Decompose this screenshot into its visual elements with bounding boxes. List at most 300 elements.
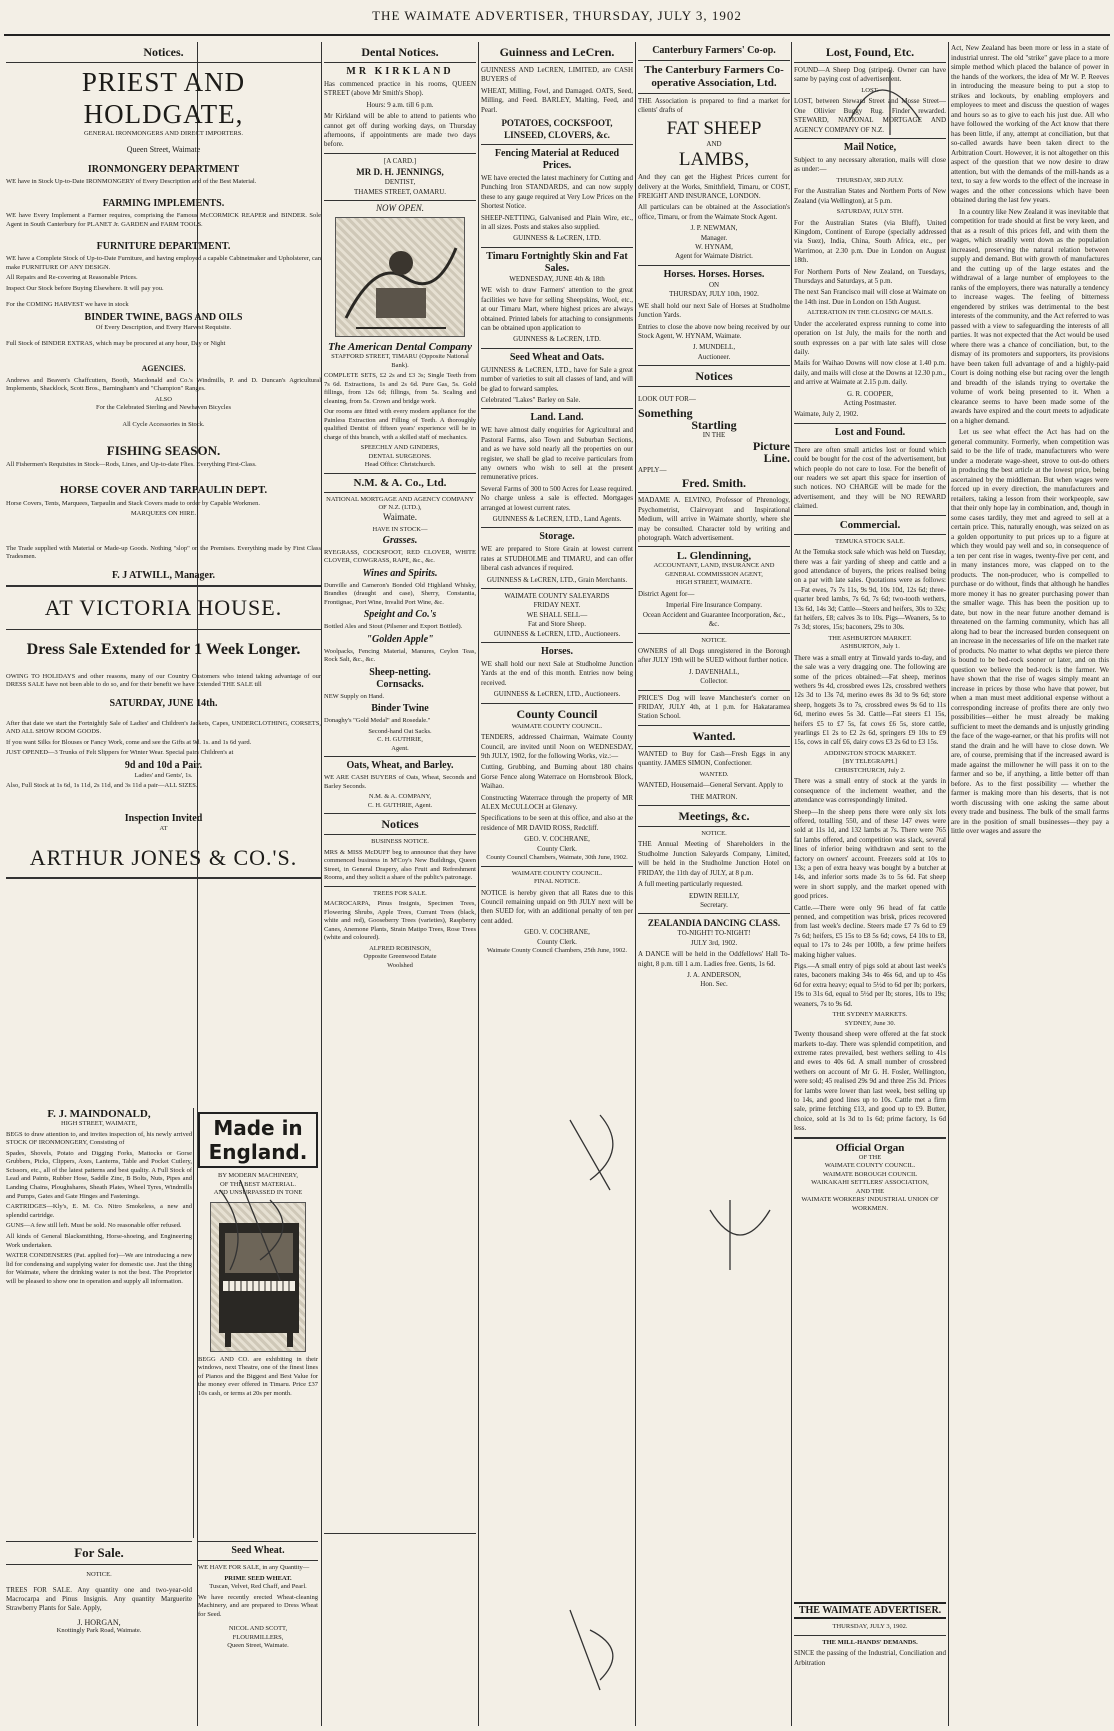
- ad-signature: J. DAVENHALL,: [688, 667, 740, 676]
- editorial-masthead-block: [794, 1598, 946, 1726]
- rule: [6, 1564, 192, 1565]
- ad-text: COMPLETE SETS, £2 2s and £3 3s; Single Teeth from 7s 6d. Extractions, 1s and 2s 6d. Pure Gas, 5s. Gold fillings, from 12s 6d; fillings, from 5s. Scaling and cleaning, from 5s. Crown and bridge work.: [324, 372, 476, 405]
- ad-text: C. H. GUTHRIE, Agent.: [367, 801, 433, 809]
- ad-heading: Storage.: [539, 531, 575, 543]
- ad-text: Cutting, Grubbing, and Burning about 180 chains Gorse Fence along Waterrace on Hornsbrook Block, Waihao.: [481, 763, 633, 791]
- rule: [198, 1560, 318, 1561]
- page-header: THE WAIMATE ADVERTISER, THURSDAY, JULY 3, 1902: [372, 8, 742, 23]
- article-text: At the Temuka stock sale which was held on Tuesday, there was a fair yarding of sheep and cattle and a good attendance of buyers, the prices realised being on a par with late sales. Quotations were as follows:—Fat ewes, 7s 7s 11s, 9s 9d, 10s 10d, 12s 6d; three-quarter bred lambs, 7s 6d, 7s 6d; two-tooth wethers, 13s 6d, 14s 3d; Cattle—Steers and heifers, 30s to 32s; fat heifers, £8; calves 3s to 10s. Pigs—Weaners, 5s to 7s 3d; stores, 15s; baconers, 29s to 30s.: [794, 548, 946, 632]
- ad-text: WEDNESDAY, JUNE 4th & 18th: [509, 274, 605, 283]
- ad-text: Agent.: [391, 744, 409, 752]
- editorial-text: Let us see what effect the Act has had on the general community. Formerly, when competition was said to be the life of trade, manufacturers who were under a moderate wage-sheet, strove to out-do others in producing the best article at the lowest price, being ascertained by the middleman. But when wages were forced up in every direction, the manufacturers and retailers, taking a lesson from their workpeople, saw that their only hope lay in combination, and, though in some cases tardily, they met and agreed to sell at a certain price. This, naturally enough, was seized on as a golden opportunity to put prices up to a figure at which they would pay well and so, in consequence of a ten per cent rise in wages, twenty-five per cent, and in many instances more, was clapped on to the products. The non-producer, who is compelled to purchase or do without, finds that although he handles more money it has no greater purchasing power than the smaller wage. This has been the position up to date, but now in the near future another demand is threatened on the farming community, which has all along had to bear the increased burden consequent on an increase in the necessaries of life on the market rate of products. No matter to what depths we pierce there is bound to be bed-rock sooner or later, and on this question we believe the bed-rock is the farmer. We have shown that the rise of wages simply meant an increase in prices by those who have that power, but when a man must meet additional expense without a corresponding increase of profits there are only two possibilities—either he must already be making sufficient to meet the demands and is unjustly grinding the face of the wage-earner, or that his profits will not stand the drain and he will have to close down. We are, of course, premising that if the increased award is made against the millowner he will pass it on to the farmer and so be, if anything, a little better off than before. As to the first possibility — whether the farmer is making more than his deserts, that is not worth discussing with one asking the same about every trade and business. The bulk of the small farms are in the position of small businesses—they pay a little over wages and assure the: [951, 428, 1109, 835]
- ad-heading: LOST.: [861, 86, 879, 94]
- ad-text: Waimate, July 2, 1902.: [794, 410, 859, 419]
- ad-heading: Grasses.: [382, 534, 418, 546]
- ad-text: BY MODERN MACHINERY,: [218, 1172, 298, 1179]
- ad-text: Secretary.: [700, 900, 728, 909]
- ad-text: Waimate.: [382, 511, 417, 522]
- ad-heading: NOW OPEN.: [376, 203, 424, 214]
- ad-text: ALSO: [155, 395, 172, 403]
- rule: [794, 515, 946, 516]
- rule: [6, 629, 321, 630]
- ad-text: District Agent for—: [638, 589, 695, 598]
- ad-text: Entries to close the above now being received by our Stock Agent, W. HYNAM, Waimate.: [638, 322, 790, 340]
- ad-text: THURSDAY, 3RD JULY.: [836, 176, 904, 184]
- section-heading: Wanted.: [692, 728, 736, 743]
- rule: [6, 585, 321, 587]
- ad-signature: NICOL AND SCOTT,: [228, 1625, 288, 1632]
- ad-text: County Clerk.: [537, 844, 577, 853]
- section-heading: Notices: [695, 369, 733, 384]
- column-4: [638, 42, 790, 1726]
- editorial-date: THURSDAY, JULY 3, 1902.: [832, 1623, 908, 1631]
- section-heading: Dental Notices.: [361, 45, 439, 59]
- rule: [638, 492, 790, 493]
- ad-text: AT: [159, 824, 168, 832]
- editorial-masthead: THE WAIMATE ADVERTISER.: [794, 1602, 946, 1619]
- column-divider: [948, 42, 949, 1726]
- rule: [638, 805, 790, 806]
- ad-text: WE are prepared to Store Grain at lowest current rates at STUDHOLME and TIMARU, and can offer liberal cash advances if required.: [481, 545, 633, 573]
- rule: [794, 62, 946, 63]
- ad-text: Hours: 9 a.m. till 6 p.m.: [366, 100, 434, 109]
- rule: [324, 200, 476, 201]
- section-heading: Guinness and LeCren.: [499, 45, 615, 59]
- ad-signature: SPEECHLY AND GINDERS,: [360, 444, 440, 452]
- section-heading: Seed Wheat.: [231, 1545, 285, 1556]
- ad-text: WE HAVE FOR SALE, in any Quantity—: [198, 1564, 310, 1571]
- ad-text: Full Stock of BINDER EXTRAS, which may be procured at any hour, Day or Night: [6, 340, 226, 348]
- ad-heading: Horses.: [541, 646, 573, 658]
- ad-heading: NOTICE.: [701, 636, 727, 644]
- rule: [481, 62, 633, 63]
- ad-signature: J. A. ANDERSON,: [687, 970, 741, 979]
- ad-text: County Clerk.: [537, 937, 577, 946]
- ad-heading: Sheep-netting.: [369, 666, 431, 678]
- arthur-jones-heading: ARTHUR JONES & CO.'S.: [29, 845, 298, 871]
- ad-text: WE have Every Implement a Farmer requires, comprising the Famous McCORMICK REAPER and BINDER. Sole Agent in South Canterbury for PLANET Jr. GARDEN and FARM TOOLS.: [6, 212, 321, 228]
- ad-text: MADAME A. ELVINO, Professor of Phrenology, Psychometrist, Clairvoyant and Inspirational Medium, will arrive in Waimate shortly, where she may be consulted. Character told by writing and photograph. Watch advertisement.: [638, 496, 790, 542]
- ad-heading: Something: [638, 405, 693, 420]
- firm-name: PRIEST AND HOLDGATE,: [81, 67, 246, 129]
- rule: [638, 386, 790, 387]
- article-text: There was a small entry at Tinwald yards to-day, and the sale was a very dragging one. The following are some of the prices obtained:—Fat sheep, merinos wethers 9s 4d, crossbred ewes 12s, crossbred wethers 12s 3d to 13s 7d, merino ewes 8s 3d to 9s 6d; store sheep, hoggets 3s to 7s, crossbred ewes 9s 6d to 11s 6d, merino ewes 5s 3d. Cattle—Fat steers £1 15s, heifers £5 to £7 5s, fat cows £6 5s, store cattle, yearlings £1 2s to £2 2s 6d, springers £9 10s to £9 15s, cows in calf £6, dairy cows £3 2s 6d to £3 15s.: [794, 653, 946, 747]
- ad-heading: FAT SHEEP: [666, 117, 762, 139]
- article-text: There was a small entry of stock at the yards in consequence of the inclement weather, and the attendance was correspondingly limited.: [794, 777, 946, 805]
- ad-text: All kinds of General Blacksmithing, Horse-shoeing, and Engineering Work undertaken.: [6, 1233, 192, 1249]
- ad-text: All Fishermen's Requisites in Stock—Rods, Lines, and Up-to-date Flies. Everything First-Class.: [6, 461, 257, 469]
- ad-heading: The Canterbury Farmers Co-operative Association, Ltd.: [644, 64, 784, 89]
- firm-subtitle: GENERAL IRONMONGERS AND DIRECT IMPORTERS.: [83, 130, 244, 137]
- ad-text: WANTED, Housemaid—General Servant. Apply to: [638, 781, 784, 790]
- ad-text: SHEEP-NETTING, Galvanised and Plain Wire, etc., in all sizes. Posts and stakes also supplied.: [481, 213, 633, 232]
- rule: [481, 144, 633, 145]
- ad-text: Andrews and Beaven's Chaffcutters, Booth, Macdonald and Co.'s Windmills, P. and D. Duncan's Agricultural Implements, Shacklock, Scott Bros., Barningham's and "Champion" Ranges.: [6, 376, 321, 393]
- ad-text: For the COMING HARVEST we have in stock: [6, 301, 129, 309]
- ad-text: HIGH STREET, WAIMATE,: [61, 1120, 137, 1127]
- ad-text: SATURDAY, JULY 5TH.: [836, 208, 904, 216]
- ad-text: Hon. Sec.: [700, 980, 728, 989]
- ad-text: Collector.: [700, 677, 728, 686]
- ad-heading: FURNITURE DEPARTMENT.: [96, 241, 231, 253]
- column-divider: [193, 1108, 194, 1538]
- article-heading: THE ASHBURTON MARKET.: [828, 634, 912, 642]
- ad-text: OF THE: [858, 1153, 882, 1161]
- rule: [638, 365, 790, 366]
- editorial-text: In a country like New Zealand it was inevitable that competition for trade should at first be very keen, and that as a result of this prices fell, and with them the wages, which steadily went down as the population increased, preserving the natural relation between supply and demand. But with growth of manufactures and the cutting up of the large estates and the withdrawal of a large number of employees to the ranks of the employers, there was naturally a tendency to increase wages. The feeling of bitterness engendered by strikes was detrimental to the best interests of the community, and the Act referred to was passed with a view to safeguarding the interests of all parties. It was not expected that the Act would be used where there was a chance of conciliation, but, to the dismay of its promoters and supporters, its provisions have been taken full advantage of and a highly-paid Court is doing nothing else but racing over the length and breadth of the islands trying to overtake the volume of work being presented to it. When a clearance seems to have been made some of the awards have expired and the court meets to adjudicate on a higher demand.: [951, 207, 1109, 425]
- article-text: [BY TELEGRAPH.]: [842, 758, 898, 766]
- ad-heading: Oats, Wheat, and Barley.: [346, 760, 454, 772]
- ad-text: WATER CONDENSERS (Pat. applied for)—We are introducing a new lid for condensing and supplying water for domestic use. Just the thing for Waimate, where the drinking water is not the best. The Proprietor will be pleased to show one in operation and supply all information.: [6, 1252, 192, 1285]
- ad-text: STAFFORD STREET, TIMARU (Opposite National Bank).: [331, 353, 469, 369]
- ad-heading: Wines and Spirits.: [362, 567, 438, 579]
- ad-text: THAMES STREET, OAMARU.: [353, 187, 447, 196]
- rule: [481, 408, 633, 409]
- ad-text: Has commenced practice in his rooms, QUEEN STREET (above Mr Smith's Shop).: [324, 80, 476, 98]
- editorial-text: Act, New Zealand has been more or less in a state of industrial unrest. The old "strike" gave place to a more simple method which placed the balance of power in the hands of the workers, the idea of Mr W. P. Reeves in introducing the measure being to put a stop to strikes and lockouts, by enabling employers and employees to meet and discuss the question of wages and hours so as to give to each his just due. All who have followed the working of the Act know that there has been little, if any, attempt at conciliation, but that so-called awards have been taken direct to the Arbitration Court. However, it is not altogether on this aspect of the question that we now desire to draw attention, but with the demands of the mill-hands as a text, to say a few words to the effect of the increase in wages and the other concessions which have been obtained during the last few years.: [951, 44, 1109, 204]
- rule: [324, 834, 476, 835]
- ad-text: All Repairs and Re-covering at Reasonable Prices.: [6, 274, 138, 282]
- rule: [794, 423, 946, 424]
- ad-text: There are often small articles lost or found which could be bought for the cost of the advertisement, but which people do not care to lose. For the benefit of our readers we set apart this space for insertion of such notices. NO CHARGE will be made for the advertisement, and they will be NO REWARD claimed.: [794, 445, 946, 511]
- ad-text: Ladies' and Gents', 1s.: [134, 771, 193, 779]
- ad-text: Our rooms are fitted with every modern appliance for the Painless Extraction and Filling of Teeth. A thoroughly qualified Dentist of fifteen years' experience will be in charge of this branch, with a skilled staff of mechanics.: [324, 408, 476, 441]
- ad-text: GUINNESS & LeCREN, LTD., have for Sale a great number of varieties to suit all classes of land, and will be glad to forward samples.: [481, 365, 633, 393]
- ad-text: Manager.: [700, 233, 728, 242]
- ad-heading: Mail Notice,: [843, 141, 897, 153]
- editorial-title: THE MILL-HANDS' DEMANDS.: [822, 1638, 918, 1646]
- ad-text: MRS & MISS McDUFF beg to announce that they have commenced business in M'Coy's New Buildings, Queen Street, in General Drapery, also Fruit and Refreshment Rooms, and they solicit a share of the public's patronage.: [324, 848, 476, 882]
- ad-signature: GUINNESS & LeCREN, LTD., Auctioneers.: [493, 629, 621, 638]
- ad-text: The next San Francisco mail will close at Waimate on the 14th inst. Due in London on 15th August.: [794, 288, 946, 306]
- article-heading: ADDINGTON STOCK MARKET.: [824, 749, 916, 757]
- ad-signature: GEO. V. COCHRANE,: [524, 928, 590, 937]
- ad-heading: HORSE COVER AND TARPAULIN DEPT.: [59, 483, 268, 496]
- rule: [324, 1533, 476, 1534]
- price-line: 9d and 10d a Pair.: [124, 759, 203, 771]
- ad-signature: N.M. & A. COMPANY,: [368, 793, 432, 801]
- ad-signature: THE MATRON.: [690, 792, 738, 801]
- ad-heading: Startling: [691, 417, 737, 432]
- ad-text: [A CARD.]: [383, 156, 417, 165]
- ad-heading: L. Glendinning,: [676, 550, 752, 563]
- ad-text: GUINNESS AND LeCREN, LIMITED, are CASH BUYERS of: [481, 66, 633, 84]
- inspection-heading: Inspection Invited: [124, 812, 203, 824]
- ad-text: MACROCARPA, Pinus Insignis, Specimen Trees, Flowering Shrubs, Apple Trees, Currant Trees (black, white and red), Gooseberry Trees (varieties), Raspberry Canes, Anemone Plants, Strain Matipo Trees, Rose Trees (white and coloured).: [324, 900, 476, 942]
- ad-text: Several Farms of 300 to 500 Acres for Lease required. No charge unless a sale is effected. Mortgages arranged at lowest current rates.: [481, 484, 633, 512]
- seed-wheat-ad: [198, 1538, 318, 1726]
- ad-heading: Cornsacks.: [376, 678, 424, 690]
- ad-text: WE have in Stock Up-to-Date IRONMONGERY of Every Description and of the Best Material.: [6, 177, 257, 185]
- ad-signature: C. H. GUTHRIE,: [377, 736, 423, 744]
- ad-text: County Council Chambers, Waimate, 30th June, 1902.: [486, 854, 628, 862]
- ad-heading: Fencing Material at Reduced Prices.: [494, 148, 620, 172]
- rule: [6, 877, 321, 879]
- ad-text: OWNERS of all Dogs unregistered in the Borough after JULY 19th will be SUED without further notice.: [638, 647, 790, 665]
- ad-text: AND UNSURPASSED IN TONE: [213, 1189, 303, 1196]
- ad-heading: WANTED.: [699, 770, 729, 778]
- ad-text: The Trade supplied with Material or Made-up Goods. Nothing "slop" on the Premises. Everything made by First Class Tradesmen.: [6, 544, 321, 561]
- firm-address: Queen Street, Waimate: [126, 144, 201, 154]
- ad-heading: F. J. MAINDONALD,: [47, 1108, 151, 1120]
- ad-signature: EDWIN REILLY,: [688, 891, 740, 900]
- ad-text: WE shall hold our next Sale of Horses at Studholme Junction Yards.: [638, 301, 790, 320]
- ad-text: WAIMATE WORKERS' INDUSTRIAL UNION OF WORKMEN.: [801, 1196, 939, 1212]
- ad-signature: G. R. COOPER,: [846, 389, 894, 398]
- rule: [481, 642, 633, 643]
- ad-text: Celebrated "Lakes" Barley on Sale.: [481, 395, 581, 404]
- ad-text: After that date we start the Fortnightly Sale of Ladies' and Children's Jackets, Capes, UNDERCLOTHING, CORSETS, AND ALL SHOW ROOM GOODS.: [6, 719, 321, 736]
- rule: [324, 886, 476, 887]
- ad-heading: AGENCIES.: [141, 363, 186, 373]
- maindonald-ad: [6, 1108, 192, 1538]
- ad-text: Of Every Description, and Every Harvest Requisite.: [95, 323, 232, 331]
- ad-text: Agent for Waimate District.: [675, 252, 753, 261]
- ad-text: FLOURMILLERS,: [232, 1633, 284, 1641]
- piano-illustration: [210, 1202, 306, 1352]
- ad-text: Bottled Ales and Stout (Pilsener and Export Bottled).: [324, 623, 463, 631]
- ad-heading: Seed Wheat and Oats.: [509, 351, 605, 363]
- ad-text: For Northern Ports of New Zealand, on Tuesdays, Thursdays and Saturdays, at 5 p.m.: [794, 267, 946, 285]
- ad-text: Under the accelerated express running to come into operation on 1st July, the mails for the north and south expresses on a par with late sales will close daily.: [794, 319, 946, 356]
- victoria-heading: AT VICTORIA HOUSE.: [44, 594, 283, 620]
- ad-text: We have recently erected Wheat-cleaning Machinery, and are prepared to Dress Wheat for Seed.: [198, 1593, 318, 1618]
- rule: [794, 138, 946, 139]
- column-divider: [478, 42, 479, 1726]
- ad-text: BEGS to draw attention to, and invites inspection of, his newly arrived STOCK OF IRONMONGERY, Consisting of: [6, 1130, 192, 1147]
- ad-text: Inspect Our Stock before Buying Elsewhere. It will pay you.: [6, 284, 164, 292]
- ad-text: OWING TO HOLIDAYS and other reasons, many of our Country Customers who intend taking advantage of our DRESS SALE have not been able to do so, and for their benefit we have Extended THE SALE till: [6, 672, 321, 689]
- rule: [6, 62, 321, 63]
- ad-heading: POTATOES, COCKSFOOT, LINSEED, CLOVERS, &c.: [501, 118, 613, 141]
- ad-text: Knottingly Park Road, Waimate.: [56, 1627, 142, 1635]
- ad-text: Acting Postmaster.: [843, 398, 897, 407]
- ad-text: Horse Covers, Tents, Marquees, Tarpaulin and Stack Covers made to order by Capable Workmen.: [6, 499, 260, 507]
- ad-heading: MR D. H. JENNINGS,: [356, 167, 444, 178]
- rule: [794, 1137, 946, 1139]
- ad-text: JULY 3rd, 1902.: [690, 938, 738, 947]
- rule: [324, 62, 476, 63]
- ad-text: ACCOUNTANT, LAND, INSURANCE AND: [653, 562, 775, 570]
- ad-heading: Horses. Horses. Horses.: [663, 268, 765, 280]
- section-heading: County Council: [516, 706, 598, 721]
- column-divider: [321, 42, 322, 1726]
- ad-text: A DANCE will be held in the Oddfellows' Hall To-night, 8 p.m. till 1 a.m. Ladies free. Gents, 1s 6d.: [638, 950, 790, 968]
- ad-heading: Timaru Fortnightly Skin and Fat Sales.: [486, 250, 628, 274]
- ad-heading: Binder Twine: [371, 703, 429, 715]
- piano-ad: [198, 1108, 318, 1538]
- rule: [638, 913, 790, 914]
- ad-text: For the Australian States (via Bluff), United Kingdom, Continent of Europe (specially addressed via Suez), India, China, South Africa, etc., per Warrimoo, at 2.30 p.m. Due in London on August 18th.: [794, 218, 946, 265]
- rule: [481, 527, 633, 528]
- rule: [794, 442, 946, 443]
- ad-text: All particulars can be obtained at the Association's office, Timaru, or from the Waimate Stock Agent.: [638, 203, 790, 221]
- ad-text: NEW Supply on Hand.: [324, 692, 385, 700]
- ad-text: PRIME SEED WHEAT.: [224, 1574, 292, 1582]
- ad-text: LOST, between Steward Street and Mosse Street—One Ollivier Buggy Rug. Finder rewarded. STEWARD, NATIONAL MORTGAGE AND AGENCY COMPANY OF N.Z.: [794, 97, 946, 134]
- ad-text: FRIDAY NEXT.: [533, 601, 581, 610]
- ad-text: GUNS—A few still left. Must be sold. No reasonable offer refused.: [6, 1222, 182, 1230]
- column-6-editorial: [951, 42, 1109, 1726]
- ad-text: And they can get the Highest Prices current for delivery at the Works, Smithfield, Timaru, or COST, FREIGHT AND INSURANCE, LONDON.: [638, 173, 790, 201]
- ad-text: PRICE'S Dog will leave Manchester's corner on FRIDAY, JULY 4th, at 1 p.m. for Hakataramea Station School.: [638, 693, 790, 721]
- rule: [638, 265, 790, 266]
- ad-signature: J. MUNDELL,: [692, 343, 736, 352]
- dress-sale-heading: Dress Sale Extended for 1 Week Longer.: [26, 640, 301, 658]
- ad-text: DENTAL SURGEONS.: [368, 452, 432, 460]
- ad-heading: BUSINESS NOTICE.: [371, 838, 429, 846]
- ad-text: APPLY—: [638, 465, 667, 474]
- ad-heading: The American Dental Company: [327, 341, 473, 354]
- ad-text: AND THE: [855, 1187, 885, 1195]
- ad-text: TO-NIGHT! TO-NIGHT!: [677, 929, 751, 938]
- ad-text: THURSDAY, JULY 10th, 1902.: [669, 290, 759, 299]
- rule: [638, 746, 790, 747]
- rule: [324, 153, 476, 154]
- rule: [638, 93, 790, 94]
- ad-text: Head Office: Christchurch.: [364, 461, 436, 469]
- ad-text: NOTICE is hereby given that all Rates due to this Council remaining unpaid on 9th JULY next will be then SUED for, with an additional penalty of ten per cent added.: [481, 888, 633, 925]
- editorial-text: SINCE the passing of the Industrial, Conciliation and Arbitration: [794, 1649, 946, 1667]
- article-dateline: SYDNEY, June 30.: [844, 1019, 896, 1027]
- ad-signature: J. P. NEWMAN,: [690, 224, 738, 233]
- rule: [198, 1541, 318, 1542]
- dental-illustration: [335, 217, 465, 337]
- ad-text: FOUND—A Sheep Dog (striped). Owner can have same by paying cost of advertisement.: [794, 66, 946, 84]
- ad-text: NATIONAL MORTGAGE AND AGENCY COMPANY OF N.Z. (LTD.),: [326, 495, 474, 512]
- ad-heading: Speight and Co.'s: [363, 609, 437, 621]
- column-2: [324, 42, 476, 1726]
- section-heading: Commercial.: [839, 518, 901, 531]
- rule: [638, 546, 790, 547]
- ad-text: GENERAL COMMISSION AGENT,: [665, 570, 763, 578]
- article-dateline: ASHBURTON, July 1.: [840, 643, 900, 651]
- ad-heading: Land. Land.: [530, 412, 584, 424]
- ad-heading: NOTICE.: [86, 1571, 112, 1578]
- ad-text: A full meeting particularly requested.: [638, 880, 743, 889]
- ad-heading: LAMBS,: [678, 149, 750, 171]
- ad-text: JUST OPENED—3 Trunks of Felt Slippers for Winter Wear. Special pairs Children's at: [6, 749, 234, 757]
- rule: [324, 492, 476, 493]
- ad-heading: ZEALANDIA DANCING CLASS.: [647, 918, 781, 929]
- section-heading: Notices.: [143, 45, 184, 59]
- article-dateline: CHRISTCHURCH, July 2.: [834, 766, 906, 774]
- ad-text: Second-hand Oat Sacks.: [368, 727, 432, 735]
- rule: [481, 588, 633, 589]
- ad-signature: GUINNESS & LeCREN, LTD., Land Agents.: [492, 515, 622, 523]
- ad-text: CARTRIDGES—Kly's, E. M. Co. Nitro Smokeless, a new and splendid cartridge.: [6, 1203, 192, 1219]
- ad-text: Woolshed: [387, 961, 413, 969]
- ad-text: WHEAT, Milling, Fowl, and Damaged. OATS, Seed, Milling, and Feed. BARLEY, Malting, Feed, and Pearl.: [481, 86, 633, 114]
- rule: [324, 813, 476, 814]
- ad-text: Mails for Waihao Downs will now close at 1.40 p.m. daily, and mails will close at the Downs at 12.30 p.m., and arrive at Waimate at 2.15 p.m. daily.: [794, 359, 946, 387]
- ad-heading: Picture: [752, 438, 790, 453]
- ad-text: Dunville and Cameron's Bonded Old Highland Whisky, Brandies (draught and case), Sherry, Constantia, Frontignac, Port Wine, Invalid Port Wine, &c.: [324, 581, 476, 606]
- column-5: [794, 42, 946, 1726]
- ad-heading: WAIMATE COUNTY COUNCIL.: [511, 722, 603, 730]
- ad-heading: IRONMONGERY DEPARTMENT: [87, 163, 240, 175]
- ad-text: Ocean Accident and Guarantee Incorporation, &c., &c.: [642, 610, 786, 629]
- rule: [794, 1635, 946, 1636]
- ad-text: WE ARE CASH BUYERS of Oats, Wheat, Seconds and Barley Seconds.: [324, 774, 476, 790]
- ad-text: HIGH STREET, WAIMATE.: [676, 579, 752, 587]
- dental-chair-icon: [336, 218, 466, 338]
- ad-text: WE have almost daily enquiries for Agricultural and Pastoral Farms, also Town and Suburban Sections, and as we have sold nearly all the properties on our register, we shall be glad to receive particulars from any owners who wish to sell at the present remunerative prices.: [481, 426, 633, 482]
- ad-signature: GUINNESS & LeCREN, LTD.: [513, 234, 601, 243]
- ad-text: WE SHALL SELL—: [526, 610, 588, 619]
- section-heading: Meetings, &c.: [678, 808, 750, 823]
- ad-text: ON: [708, 280, 720, 289]
- ad-text: WAIKAKAHI SETTLERS' ASSOCIATION,: [811, 1179, 929, 1187]
- section-heading: Canterbury Farmers' Co-op.: [652, 45, 776, 56]
- ad-text: MARQUEES ON HIRE.: [130, 510, 197, 518]
- rule: [794, 534, 946, 535]
- article-text: Cattle.—There were only 96 head of fat cattle penned, and competition was brisk, prices recovered from last week's decline. Steers made £7 7s 6d to £9 7s 6d; heifers, £5 15s to £8 5s 6d; cows, £4 10s to £8, equal to 17s to 24s per 100lb, a few prime heifers making higher values.: [794, 903, 946, 959]
- section-heading: For Sale.: [74, 1545, 124, 1560]
- section-heading: Notices: [381, 817, 419, 832]
- ad-text: Tuscan, Velvet, Red Chaff, and Pearl.: [209, 1583, 307, 1590]
- ad-heading: MR KIRKLAND: [346, 66, 454, 77]
- article-text: Sheep—In the sheep pens there were only six lots offered, totalling 550, and of these 147 ewes were sold at 11s 1d, and 132 lambs at 7s. There were 765 fat lambs offered, and competition was slack, several lines of inferior being withdrawn and sent to the factory on owners' account. Freezers sold at 10s to 13s; a pen of extra heavy was bought by a butcher at 14s, and inferior sorts made 3s to 5s 6d. Fat sheep were in short supply, and the market opened with good prices.: [794, 807, 946, 901]
- ad-text: WE wish to draw Farmers' attention to the great facilities we have for selling Sheepskins, Wool, etc., at our Timaru Mart, where highest prices are always obtained. Printed labels for attaching to consignments can be obtained upon application to: [481, 286, 633, 332]
- ad-text: Queen Street, Waimate.: [227, 1642, 289, 1649]
- ad-signature: GEO. V. COCHRANE,: [524, 835, 590, 844]
- ad-heading: FINAL NOTICE.: [534, 878, 580, 886]
- ad-text: Also, Full Stock at 1s 6d, 1s 11d, 2s 11d, and 3s 11d a pair—ALL SIZES.: [6, 782, 198, 790]
- ad-text: RYEGRASS, COCKSFOOT, RED CLOVER, WHITE CLOVER, COWGRASS, RAPE, &c., &c.: [324, 548, 476, 565]
- column-divider: [635, 42, 636, 1726]
- sale-date: SATURDAY, JUNE 14th.: [109, 697, 218, 709]
- ad-text: Opposite Greenwood Estate: [363, 953, 437, 961]
- for-sale-ad: [6, 1538, 192, 1726]
- boys-wanted-ad: [324, 1530, 476, 1726]
- ad-text: TENDERS, addressed Chairman, Waimate County Council, are invited until Noon on WEDNESDAY, 9th JULY, 1902, for the following Works, viz.:—: [481, 733, 633, 760]
- ad-heading: ALTERATION IN THE CLOSING OF MAILS.: [807, 309, 933, 317]
- ad-signature: Fred. Smith.: [681, 476, 747, 491]
- ad-text: Auctioneer.: [697, 352, 731, 361]
- ad-text: WE shall hold our next Sale at Studholme Junction Yards at the end of this month. Entries now being received.: [481, 660, 633, 687]
- ad-signature: ALFRED ROBINSON,: [369, 944, 431, 952]
- ad-heading: N.M. & A. Co., Ltd.: [353, 476, 447, 489]
- ad-text: HAVE IN STOCK—: [372, 526, 428, 534]
- made-in-england-heading: Made in England.: [198, 1112, 318, 1168]
- rule: [638, 826, 790, 827]
- ad-heading: FARMING IMPLEMENTS.: [102, 198, 225, 210]
- ad-text: Donaghy's "Gold Medal" and Rosedale.": [324, 717, 431, 725]
- ad-text: THE Association is prepared to find a market for clients' drafts of: [638, 97, 790, 115]
- section-heading: Lost, Found, Etc.: [825, 45, 915, 59]
- ad-heading: FISHING SEASON.: [106, 443, 221, 459]
- ad-heading: Official Organ: [835, 1141, 905, 1154]
- ad-signature: GUINNESS & LeCREN, LTD., Grain Merchants.: [486, 575, 628, 584]
- ad-signature: W. HYNAM,: [695, 243, 733, 252]
- ad-heading: TREES FOR SALE.: [373, 889, 427, 897]
- manager-name: F. J ATWILL, Manager.: [112, 569, 215, 581]
- rule: [638, 60, 790, 61]
- ad-text: All Cycle Accessories in Stock.: [122, 420, 205, 428]
- ad-text: WE have a Complete Stock of Up-to-Date Furniture, and having employed a capable Cabinetmaker and Upholsterer, can make FURNITURE OF ANY DESIGN.: [6, 255, 321, 271]
- ad-text: BEGG AND CO. are exhibiting in their windows, next Theatre, one of the finest lines of Pianos and the Biggest and Best Value for the money ever offered in Timaru. Price £37 10s cash, or terms at 20s per month.: [198, 1355, 318, 1397]
- ad-text: THE Annual Meeting of Shareholders in the Studholme Junction Saleyards Company, Limited, will be held in the Studholme Junction Hotel on FRIDAY, the 11th day of JULY, at 8 p.m.: [638, 840, 790, 877]
- ad-text: Waimate County Council Chambers, 25th June, 1902.: [486, 947, 628, 954]
- header-rule: [4, 34, 1110, 36]
- ad-text: Mr Kirkland will be able to attend to patients who cannot get off during working days, on Thursday afternoons, if appointments are made two days before.: [324, 112, 476, 149]
- ad-text: Constructing Waterrace through the property of MR ALEX McCULLOCH at Glenavy.: [481, 793, 633, 812]
- ad-signature: GUINNESS & LeCREN, LTD., Auctioneers.: [493, 690, 621, 699]
- ad-heading: WAIMATE COUNTY SALEYARDS: [504, 592, 610, 601]
- ad-text: WANTED to Buy for Cash—Fresh Eggs in any quantity. JAMES SIMON, Confectioner.: [638, 749, 790, 768]
- rule: [481, 348, 633, 349]
